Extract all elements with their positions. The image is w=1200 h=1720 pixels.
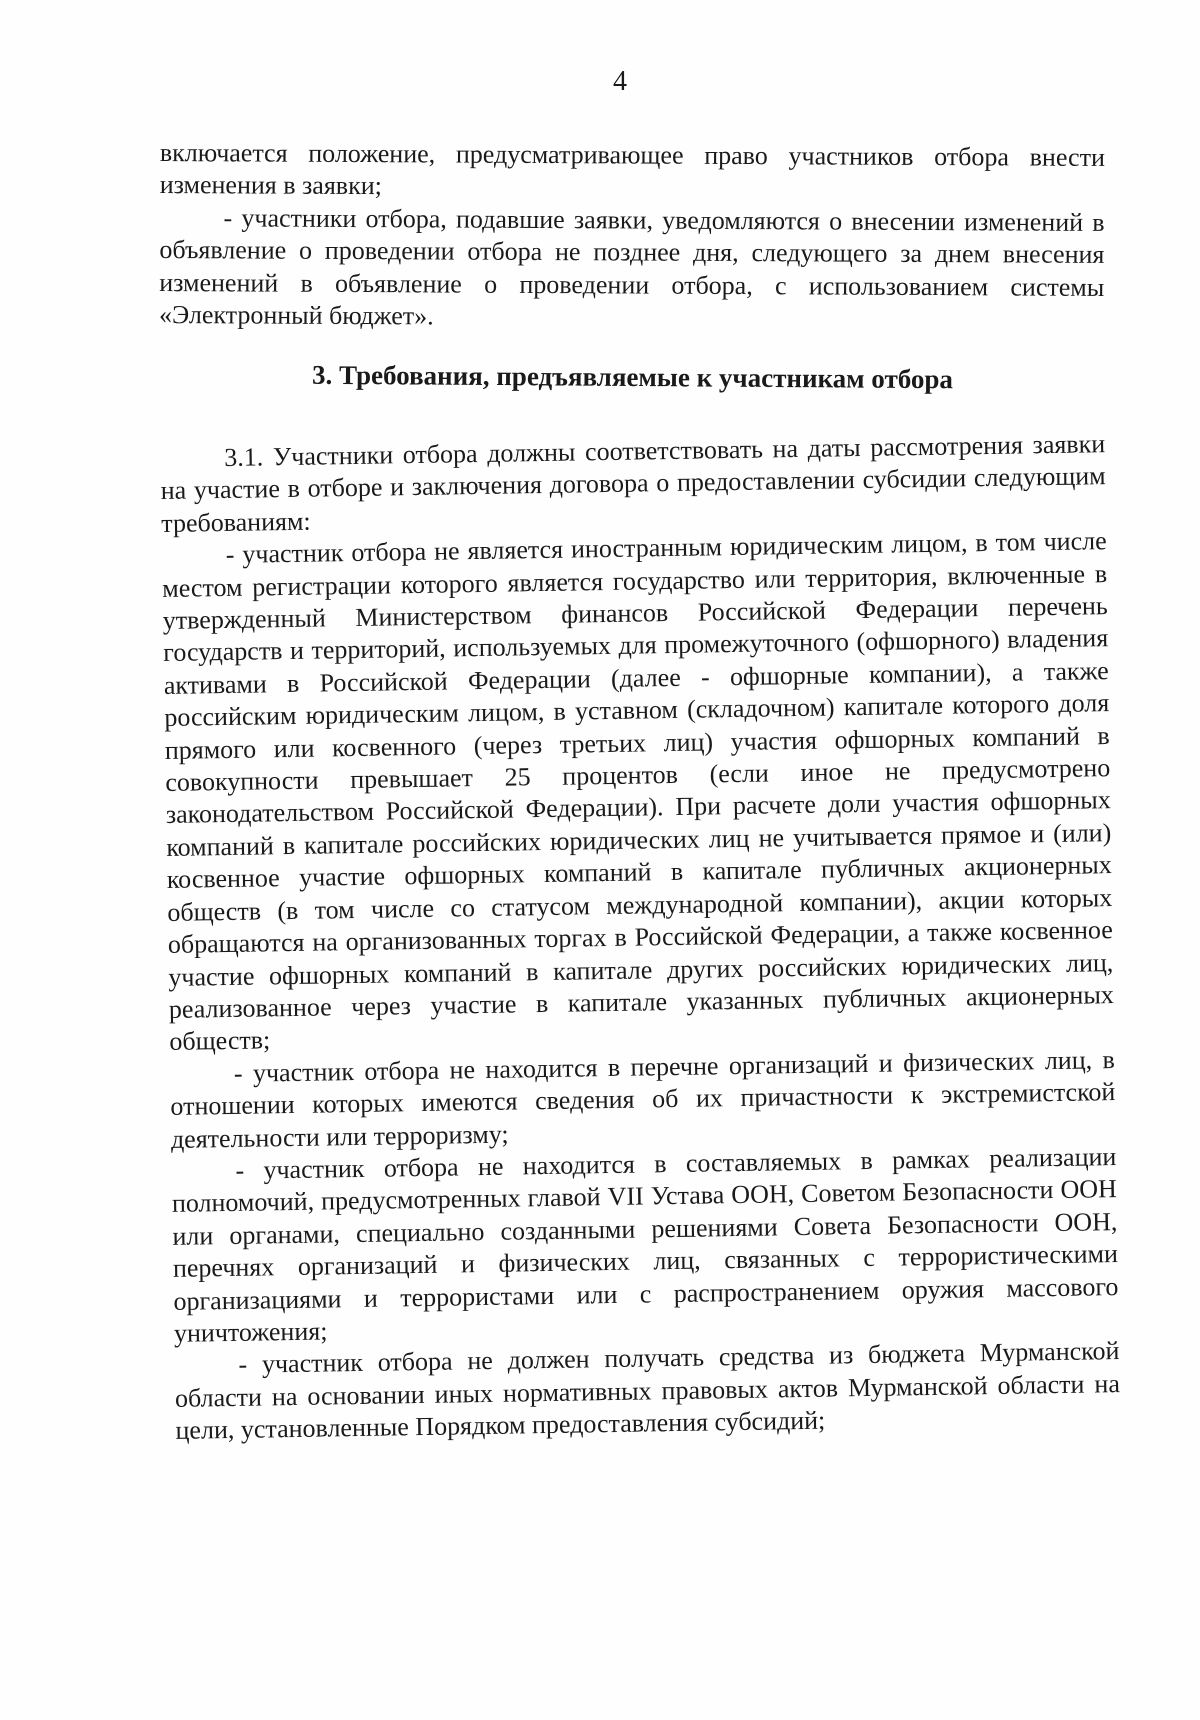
paragraph-extremism-requirement: - участник отбора не находится в перечне организаций и физических лиц, в отношении которых имеются сведения об их причастности к экстремистской деятельности или терроризму; xyxy=(170,1044,1116,1154)
intro-block xyxy=(159,137,1105,336)
intro-paragraph-2: - участники отбора, подавшие заявки, уведомляются о внесении изменений в объявление о проведении отбора не позднее дня, следующего за днем внесения изменений в объявление о проведении отбора, с использованием системы «Электронный бюджет». xyxy=(158,203,1105,331)
paragraph-budget-funds-requirement: - участник отбора не должен получать средства из бюджета Мурманской области на основании иных нормативных правовых актов Мурманской области на цели, установленные Порядком предоставления субсидий; xyxy=(174,1336,1121,1446)
paragraph-un-sanctions-requirement: - участник отбора не находится в составляемых в рамках реализации полномочий, предусмотренных главой VII Устава ООН, Советом Безопасности ООН или органами, специально созданными решениями Совета Безопасности ООН, перечнях организаций и физических лиц, связанных с террористическими организациями и террористами или с распространением оружия массового уничтожения; xyxy=(171,1142,1119,1348)
intro-paragraph-1: включается положение, предусматривающее право участников отбора внести изменения в заявки; xyxy=(159,137,1105,201)
section-heading: 3. Требования, предъявляемые к участникам отбора xyxy=(311,359,954,395)
page-number: 4 xyxy=(613,66,627,97)
paragraph-3-1: 3.1. Участники отбора должны соответствовать на даты рассмотрения заявки на участие в отборе и заключения договора о предоставлении субсидии следующим требованиям: xyxy=(160,429,1106,538)
paragraph-offshore-requirement: - участник отбора не является иностранным юридическим лицом, в том числе местом регистрации которого является государство или территория, включенные в утвержденный Министерством финансов Российской Федерации перечень государств и территорий, используемых для промежуточного (офшорного) владения активами в Российской Федерации (далее - офшорные компании), а также российским юридическим лицом, в уставном (складочном) капитале которого доля прямого или косвенного (через третьих лиц) участия офшорных компаний в совокупности превышает 25 процентов (если иное не предусмотрено законодательством Российской Федерации). При расчете доли участия офшорных компаний в капитале российских юридических лиц не учитывается прямое и (или) косвенное участие офшорных компаний в капитале публичных акционерных обществ (в том числе со статусом международной компании), акции которых обращаются на организованных торгах в Российской Федерации, а также косвенное участие офшорных компаний в капитале других российских юридических лиц, реализованное через участие в капитале указанных публичных акционерных обществ; xyxy=(162,526,1115,1057)
section-3-body xyxy=(160,428,1121,1447)
